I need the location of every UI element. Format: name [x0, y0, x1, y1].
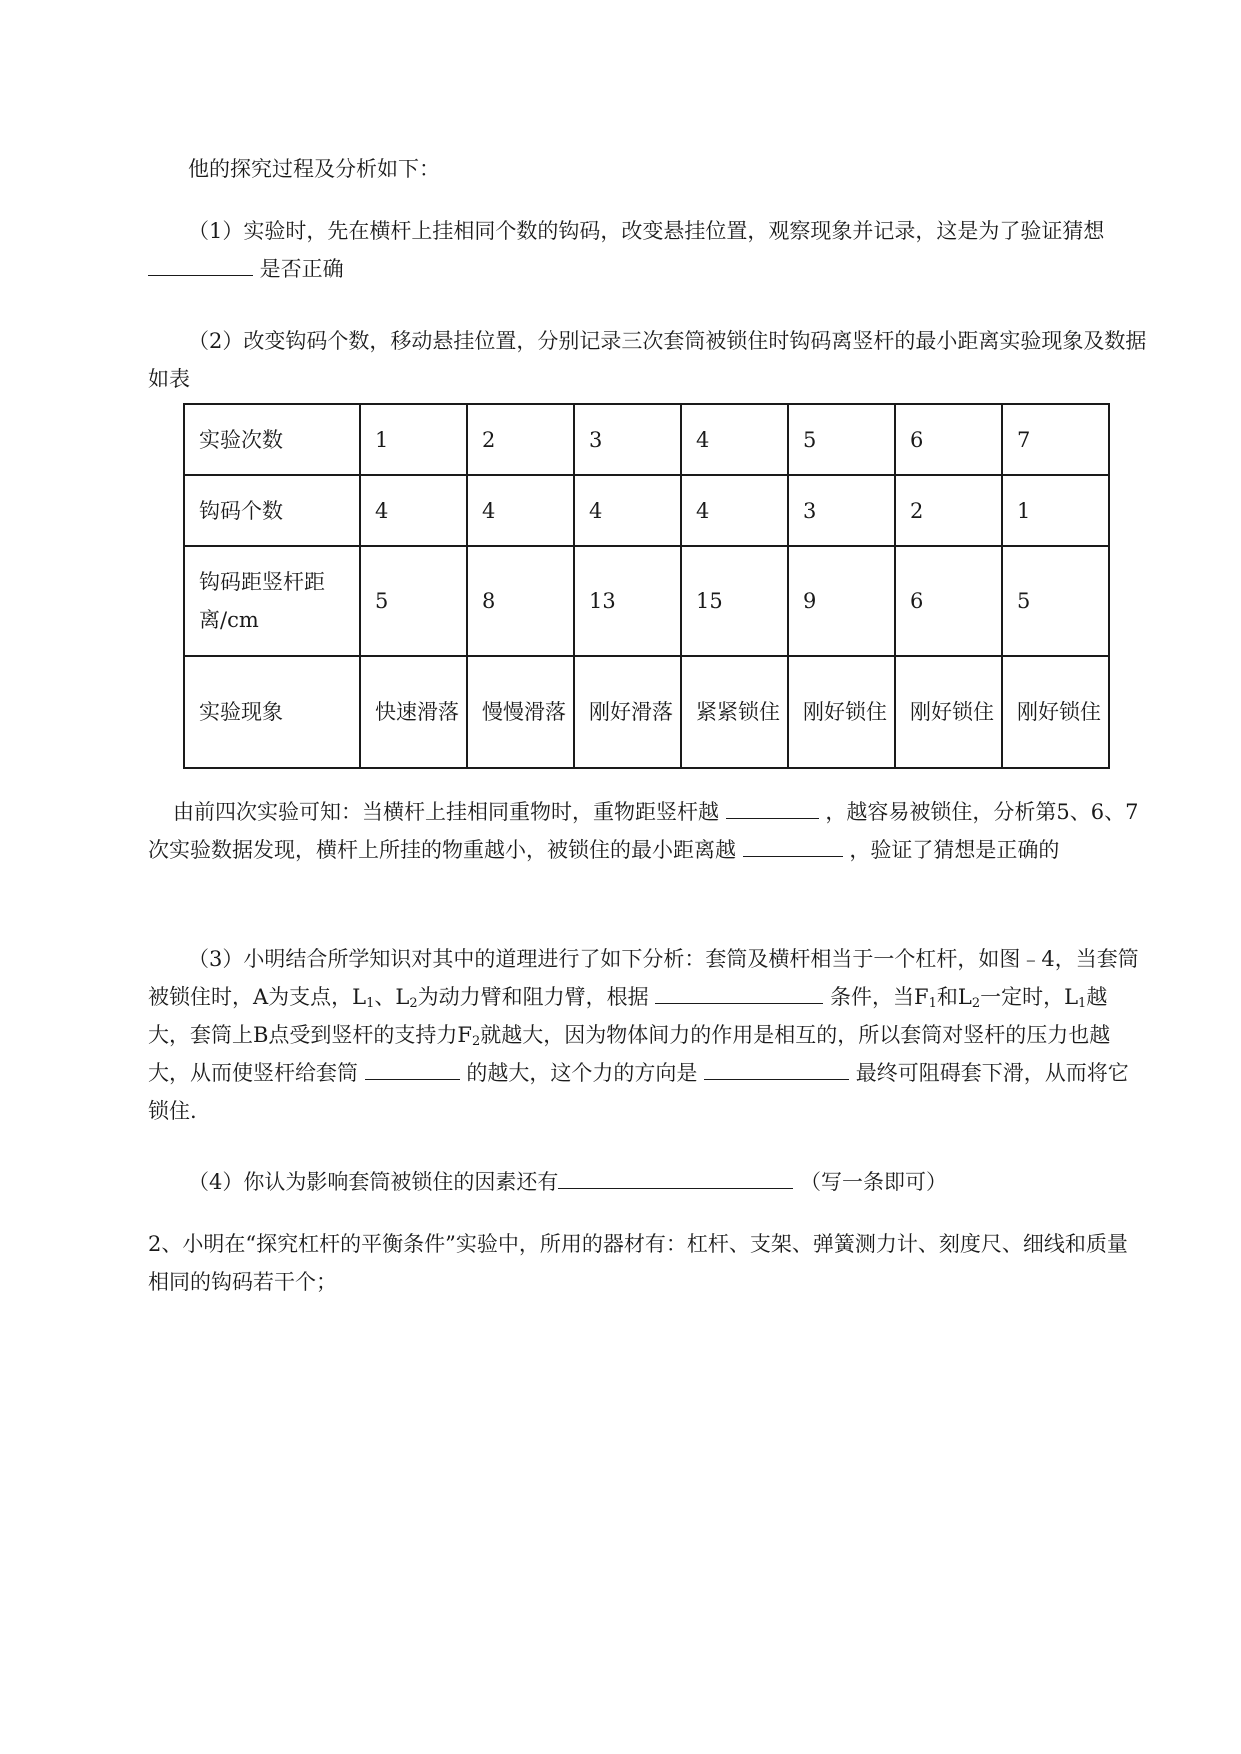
- table-cell: 2: [895, 475, 1002, 546]
- table-cell: 8: [467, 546, 574, 656]
- experiment-table: [183, 403, 1110, 769]
- table-row: [184, 475, 1109, 546]
- answer-blank-min-distance[interactable]: [743, 834, 843, 857]
- question-5: 2、小明在“探究杠杆的平衡条件”实验中，所用的器材有：杠杆、支架、弹簧测力计、刻度尺、细线和质量相同的钩码若干个；: [148, 1232, 1128, 1294]
- table-cell: 3: [574, 404, 681, 475]
- table-cell: 1: [360, 404, 467, 475]
- question-3: （3）小明结合所学知识对其中的道理进行了如下分析：套筒及横杆相当于一个杠杆，如图﹣4，当套筒被锁住时，A为支点，$L_1$、$L_2$为动力臂和阻力臂，根据 条件，当$F_1$和$L_2$一定时，$L_1$越大，套筒上B点受到竖杆的支持力$F_2$就越大，因为物体间力的作用是相互的，所以套筒对竖杆的压力也越大，从而使竖杆给套筒 的越大，这个力的方向是 最终可阻碍套下滑，从而将它锁住.: [148, 947, 1139, 1123]
- table-cell: 15: [681, 546, 788, 656]
- question-2: （2）改变钩码个数，移动悬挂位置，分别记录三次套筒被锁住时钩码离竖杆的最小距离实验现象及数据如表: [148, 329, 1147, 391]
- row-header: 实验次数: [184, 404, 360, 475]
- answer-blank-factor[interactable]: [558, 1166, 793, 1189]
- table-cell: 4: [681, 475, 788, 546]
- answer-blank-force[interactable]: [365, 1057, 460, 1080]
- table-cell: 5: [360, 546, 467, 656]
- table-cell: 5: [788, 404, 895, 475]
- table-cell: 6: [895, 404, 1002, 475]
- question-4: （4）你认为影响套筒被锁住的因素还有 （写一条即可）: [148, 1163, 1148, 1201]
- table-row: [184, 404, 1109, 475]
- table-cell: 6: [895, 546, 1002, 656]
- intro-text: 他的探究过程及分析如下：: [188, 157, 440, 181]
- table-cell: 5: [1002, 546, 1109, 656]
- table-cell: 7: [1002, 404, 1109, 475]
- table-cell: 慢慢滑落: [467, 656, 574, 768]
- table-cell: 1: [1002, 475, 1109, 546]
- table-cell: 紧紧锁住: [681, 656, 788, 768]
- answer-blank-hypothesis[interactable]: [148, 253, 253, 276]
- table-cell: 3: [788, 475, 895, 546]
- table-cell: 刚好锁住: [1002, 656, 1109, 768]
- table-row: [184, 546, 1109, 656]
- question-1: （1）实验时，先在横杆上挂相同个数的钩码，改变悬挂位置，观察现象并记录，这是为了验证猜想 是否正确: [148, 212, 1148, 288]
- answer-blank-distance[interactable]: [726, 796, 819, 819]
- table-cell: 刚好锁住: [895, 656, 1002, 768]
- table-cell: 4: [467, 475, 574, 546]
- answer-blank-direction[interactable]: [704, 1057, 849, 1080]
- conclusion-paragraph: 由前四次实验可知：当横杆上挂相同重物时，重物距竖杆越 ，越容易被锁住，分析第5、6、7次实验数据发现，横杆上所挂的物重越小，被锁住的最小距离越 ，验证了猜想是正确的: [148, 793, 1148, 869]
- table-cell: 4: [360, 475, 467, 546]
- table-cell: 快速滑落: [360, 656, 467, 768]
- row-header: 钩码个数: [184, 475, 360, 546]
- table-cell: 2: [467, 404, 574, 475]
- row-header: 实验现象: [184, 656, 360, 768]
- answer-blank-condition[interactable]: [655, 981, 823, 1004]
- table-cell: 13: [574, 546, 681, 656]
- table-cell: 4: [574, 475, 681, 546]
- table-cell: 刚好滑落: [574, 656, 681, 768]
- table-row: [184, 656, 1109, 768]
- table-cell: 4: [681, 404, 788, 475]
- table-cell: 9: [788, 546, 895, 656]
- table-cell: 刚好锁住: [788, 656, 895, 768]
- row-header: 钩码距竖杆距离/cm: [184, 546, 360, 656]
